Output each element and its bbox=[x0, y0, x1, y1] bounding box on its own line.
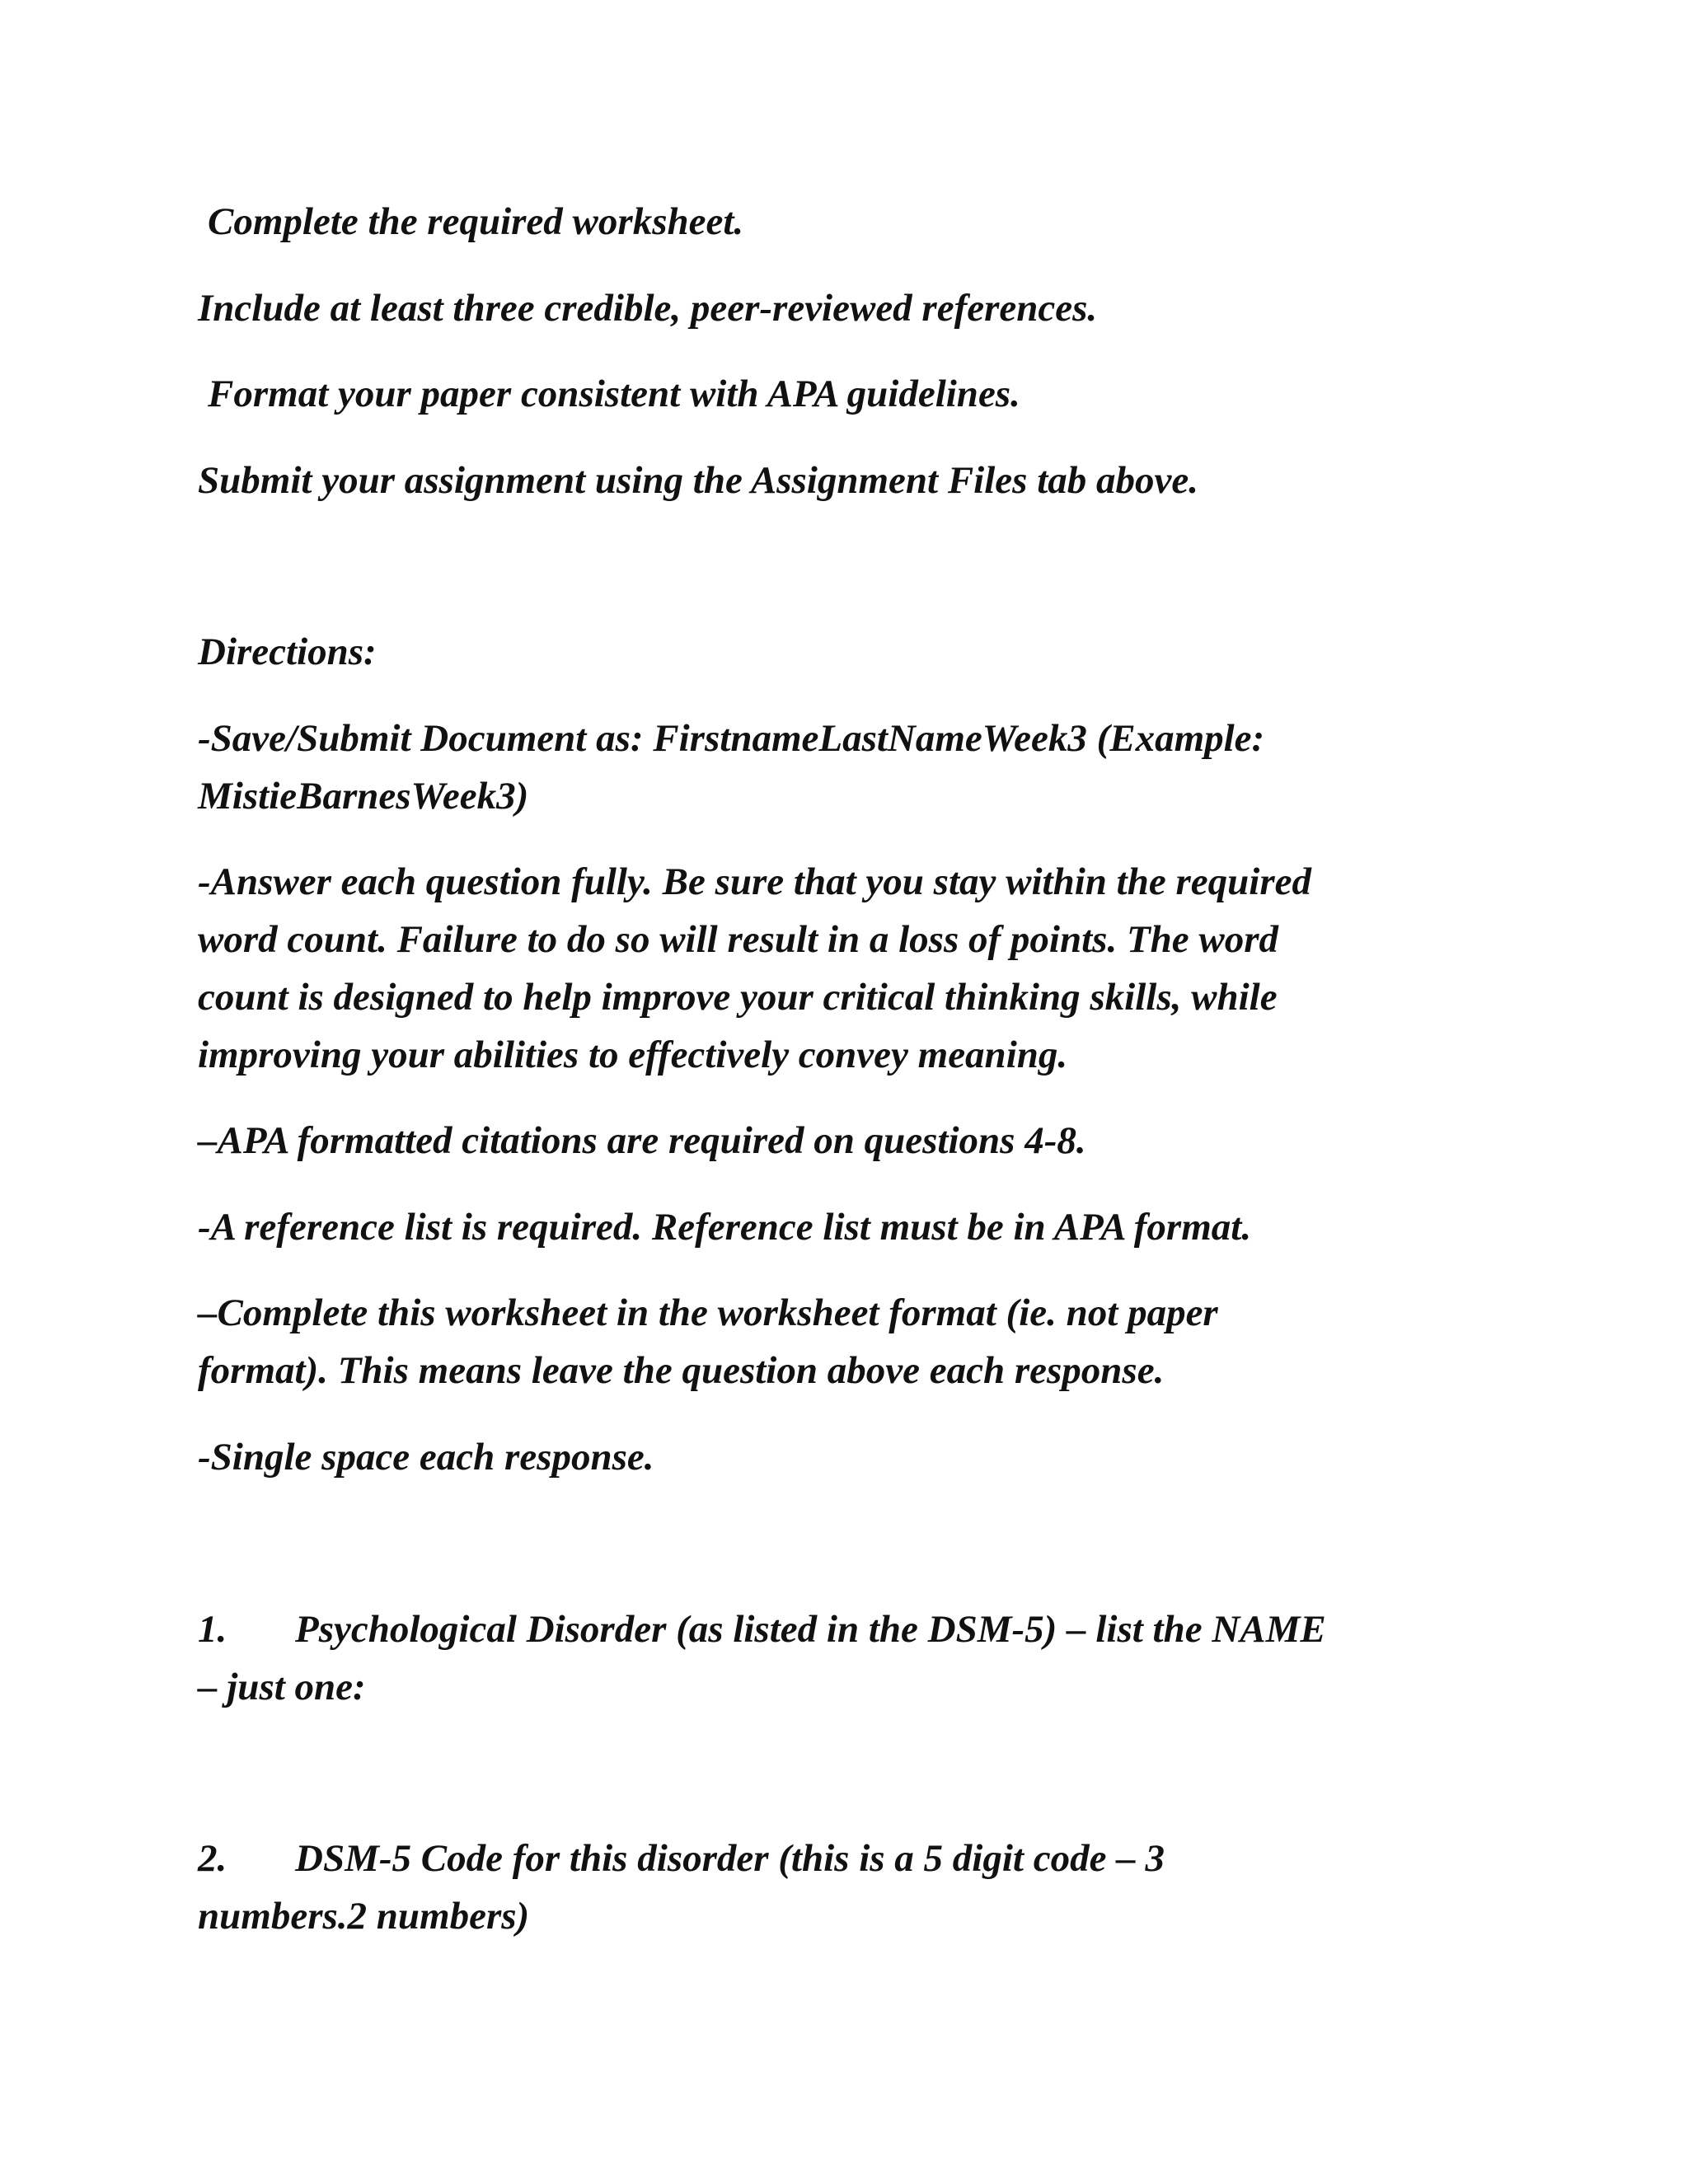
direction-spacing: -Single space each response. bbox=[198, 1436, 654, 1479]
direction-answer-line-1: -Answer each question fully. Be sure that you stay within the required bbox=[198, 860, 1311, 903]
direction-worksheet-format-line-1: –Complete this worksheet in the worksheet format (ie. not paper bbox=[198, 1291, 1218, 1334]
question-1-line-2: – just one: bbox=[198, 1666, 366, 1708]
direction-answer-line-3: count is designed to help improve your critical thinking skills, while bbox=[198, 976, 1278, 1019]
direction-reference-list: -A reference list is required. Reference list must be in APA format. bbox=[198, 1206, 1252, 1249]
question-1-number: 1. bbox=[198, 1608, 227, 1651]
instruction-submit: Submit your assignment using the Assignment Files tab above. bbox=[198, 459, 1198, 502]
question-2-line-2: numbers.2 numbers) bbox=[198, 1895, 530, 1938]
direction-answer-line-4: improving your abilities to effectively convey meaning. bbox=[198, 1033, 1068, 1076]
direction-worksheet-format-line-2: format). This means leave the question above each response. bbox=[198, 1349, 1165, 1392]
question-2-number: 2. bbox=[198, 1837, 227, 1880]
instruction-complete-worksheet: Complete the required worksheet. bbox=[208, 200, 744, 243]
direction-answer-line-2: word count. Failure to do so will result in a loss of points. The word bbox=[198, 918, 1279, 961]
direction-save-line-1: -Save/Submit Document as: FirstnameLastNameWeek3 (Example: bbox=[198, 717, 1265, 760]
question-2-text: DSM-5 Code for this disorder (this is a 5 digit code – 3 bbox=[295, 1837, 1165, 1880]
direction-citations: –APA formatted citations are required on questions 4-8. bbox=[198, 1119, 1086, 1162]
instruction-references: Include at least three credible, peer-reviewed references. bbox=[198, 287, 1098, 330]
question-1-line-1 bbox=[198, 1601, 1484, 1658]
question-2-line-1 bbox=[198, 1830, 1484, 1887]
directions-heading: Directions: bbox=[198, 630, 377, 673]
direction-save-line-2: MistieBarnesWeek3) bbox=[198, 775, 529, 818]
question-1-text: Psychological Disorder (as listed in the DSM-5) – list the NAME bbox=[295, 1608, 1326, 1651]
instruction-apa-format: Format your paper consistent with APA guidelines. bbox=[208, 373, 1020, 415]
